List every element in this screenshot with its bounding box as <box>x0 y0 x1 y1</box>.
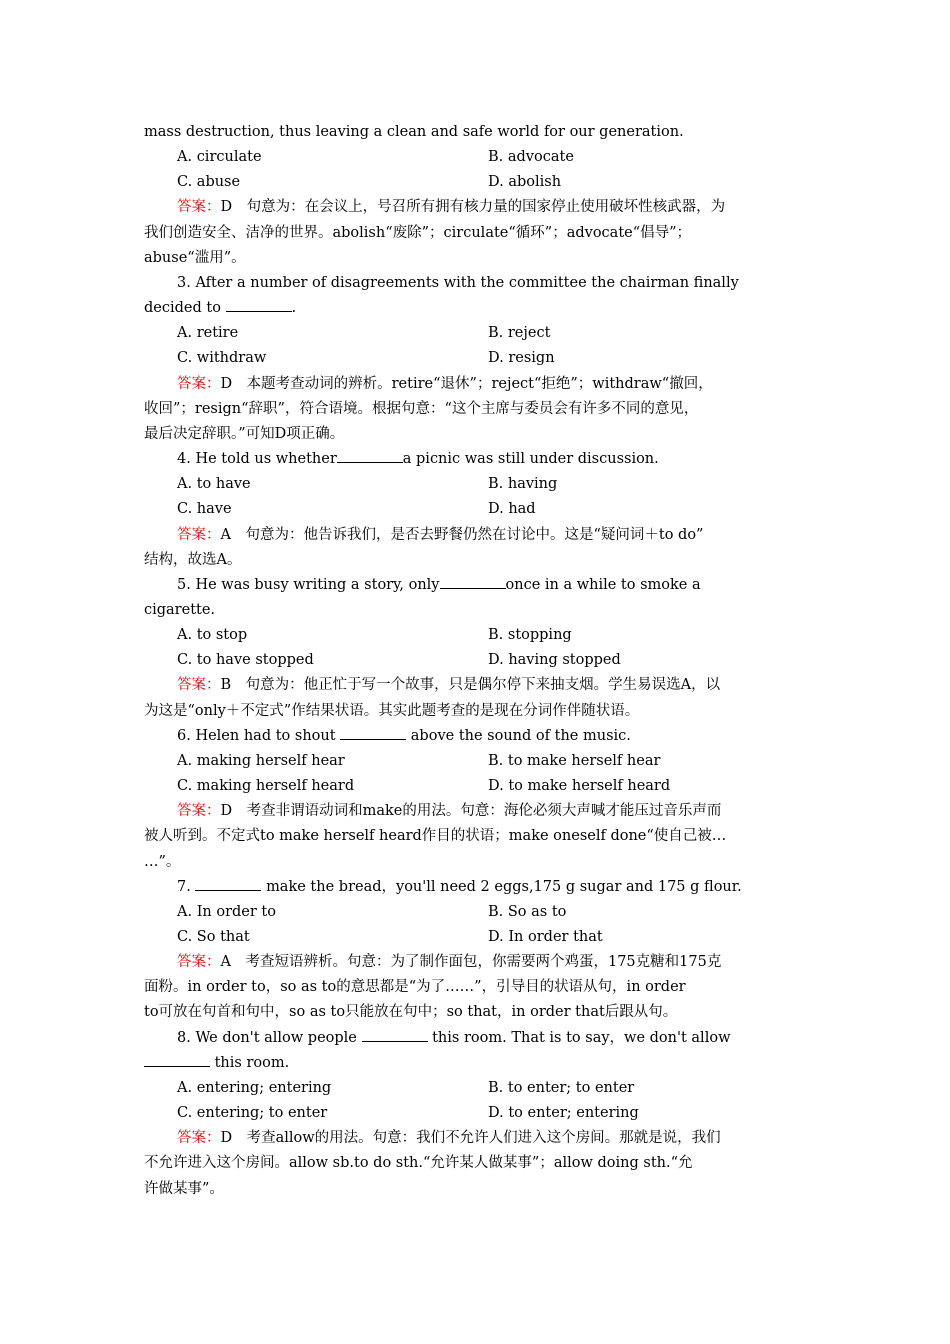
question-3-options-row-2 <box>144 346 812 371</box>
option-c: C. withdraw <box>177 350 267 367</box>
question-6-options-row-1 <box>144 749 812 774</box>
option-d: D. to enter; entering <box>488 1105 639 1122</box>
question-4-options-row-2 <box>144 497 812 522</box>
option-a: A. making herself hear <box>177 752 345 769</box>
answer-blank <box>340 725 406 740</box>
answer-label: 答案： <box>177 677 221 694</box>
question-4-answer-line-2: 结构，故选A。 <box>144 551 242 568</box>
option-c: C. to have stopped <box>177 652 314 669</box>
option-a: A. to have <box>177 476 251 493</box>
question-3-stem-cont: decided to . <box>144 296 812 321</box>
question-4-answer-line-1: 答案：A 句意为：他告诉我们，是否去野餐仍然在讨论中。这是“疑问词＋to do” <box>177 526 704 543</box>
question-6-stem: 6. Helen had to shout above the sound of the music. <box>144 724 812 749</box>
answer-label: 答案： <box>177 803 221 820</box>
answer-blank <box>195 876 261 891</box>
option-b: B. So as to <box>488 903 567 920</box>
answer-blank <box>337 448 403 463</box>
question-7-answer-line-2: 面粉。in order to，so as to的意思都是“为了……”，引导目的状语从句，in order <box>144 979 686 996</box>
answer-label: 答案： <box>177 199 221 216</box>
question-6-answer-line-1: 答案：D 考查非谓语动词和make的用法。句意：海伦必须大声喊才能压过音乐声而 <box>177 803 722 820</box>
question-3-answer-line-3: 最后决定辞职。”可知D项正确。 <box>144 425 345 442</box>
option-b: B. advocate <box>488 149 574 166</box>
question-5-options-row-1 <box>144 623 812 648</box>
question-6-answer-line-3: …”。 <box>144 853 181 870</box>
option-a: A. to stop <box>177 627 248 644</box>
answer-blank <box>362 1027 428 1042</box>
document-page <box>144 120 812 1202</box>
option-d: D. resign <box>488 350 555 367</box>
answer-label: 答案： <box>177 1130 221 1147</box>
question-6-options-row-2 <box>144 774 812 799</box>
question-2-stem-tail: mass destruction, thus leaving a clean and safe world for our generation. <box>144 124 684 140</box>
option-b: B. to enter; to enter <box>488 1079 635 1096</box>
option-d: D. abolish <box>488 174 562 191</box>
question-2-answer-line-3: abuse“滥用”。 <box>144 249 246 266</box>
question-8-answer-line-1: 答案：D 考查allow的用法。句意：我们不允许人们进入这个房间。那就是说，我们 <box>177 1130 721 1147</box>
option-c: C. making herself heard <box>177 778 355 795</box>
option-c: C. have <box>177 501 232 518</box>
answer-label: 答案： <box>177 954 221 971</box>
option-c: C. So that <box>177 929 250 945</box>
option-d: D. In order that <box>488 929 603 945</box>
question-8-answer-line-3: 许做某事”。 <box>144 1180 224 1197</box>
answer-blank <box>144 1052 210 1067</box>
question-5-answer-line-2: 为这是“only＋不定式”作结果状语。其实此题考查的是现在分词作伴随状语。 <box>144 702 640 719</box>
option-a: A. entering; entering <box>177 1079 332 1096</box>
question-8-answer-line-2: 不允许进入这个房间。allow sb.to do sth.“允许某人做某事”；allow doing sth.“允 <box>144 1155 693 1172</box>
question-5-stem-cont: cigarette. <box>144 601 216 618</box>
answer-blank <box>440 574 506 589</box>
question-8-options-row-1 <box>144 1076 812 1101</box>
question-8-options-row-2 <box>144 1101 812 1126</box>
option-d: D. had <box>488 501 536 518</box>
option-c: C. abuse <box>177 174 241 191</box>
option-b: B. reject <box>488 325 551 342</box>
question-3-answer-line-2: 收回”；resign“辞职”，符合语境。根据句意：“这个主席与委员会有许多不同的意见， <box>144 400 699 417</box>
answer-label: 答案： <box>177 526 221 543</box>
question-7-stem: 7. make the bread，you'll need 2 eggs,175 g sugar and 175 g flour. <box>144 875 812 900</box>
question-3-answer-line-1: 答案：D 本题考查动词的辨析。retire“退休”；reject“拒绝”；withdraw“撤回， <box>177 375 713 392</box>
option-b: B. having <box>488 476 558 493</box>
question-8-stem-cont: this room. <box>144 1051 812 1076</box>
answer-blank <box>226 297 292 312</box>
question-5-stem: 5. He was busy writing a story, only once in a while to smoke a <box>144 573 812 598</box>
question-2-options-row-1 <box>144 145 812 170</box>
question-3-options-row-1 <box>144 321 812 346</box>
option-a: A. In order to <box>177 903 276 920</box>
question-7-answer-line-3: to可放在句首和句中，so as to只能放在句中；so that，in order that后跟从句。 <box>144 1004 678 1021</box>
question-7-answer-line-1: 答案：A 考查短语辨析。句意：为了制作面包，你需要两个鸡蛋，175克糖和175克 <box>177 954 722 971</box>
option-b: B. stopping <box>488 627 572 644</box>
option-b: B. to make herself hear <box>488 752 661 769</box>
option-a: A. retire <box>177 325 239 342</box>
option-c: C. entering; to enter <box>177 1105 328 1122</box>
question-7-options-row-2 <box>144 925 812 950</box>
question-2-answer-line-2: 我们创造安全、洁净的世界。abolish“废除”；circulate“循环”；advocate“倡导”； <box>144 224 692 241</box>
question-2-answer-line-1: 答案：D 句意为：在会议上，号召所有拥有核力量的国家停止使用破坏性核武器，为 <box>177 199 726 216</box>
question-4-stem: 4. He told us whether a picnic was still under discussion. <box>144 447 812 472</box>
option-a: A. circulate <box>177 149 262 166</box>
answer-label: 答案： <box>177 375 221 392</box>
question-8-stem: 8. We don't allow people this room. That is to say，we don't allow <box>144 1026 812 1051</box>
question-2-options-row-2 <box>144 170 812 195</box>
question-5-options-row-2 <box>144 648 812 673</box>
question-5-answer-line-1: 答案：B 句意为：他正忙于写一个故事，只是偶尔停下来抽支烟。学生易误选A，以 <box>177 677 721 694</box>
option-d: D. to make herself heard <box>488 778 671 795</box>
question-3-stem: 3. After a number of disagreements with the committee the chairman finally <box>177 274 739 291</box>
question-6-answer-line-2: 被人听到。不定式to make herself heard作目的状语；make oneself done“使自己被… <box>144 828 727 845</box>
question-4-options-row-1 <box>144 472 812 497</box>
option-d: D. having stopped <box>488 652 621 669</box>
question-7-options-row-1 <box>144 900 812 925</box>
